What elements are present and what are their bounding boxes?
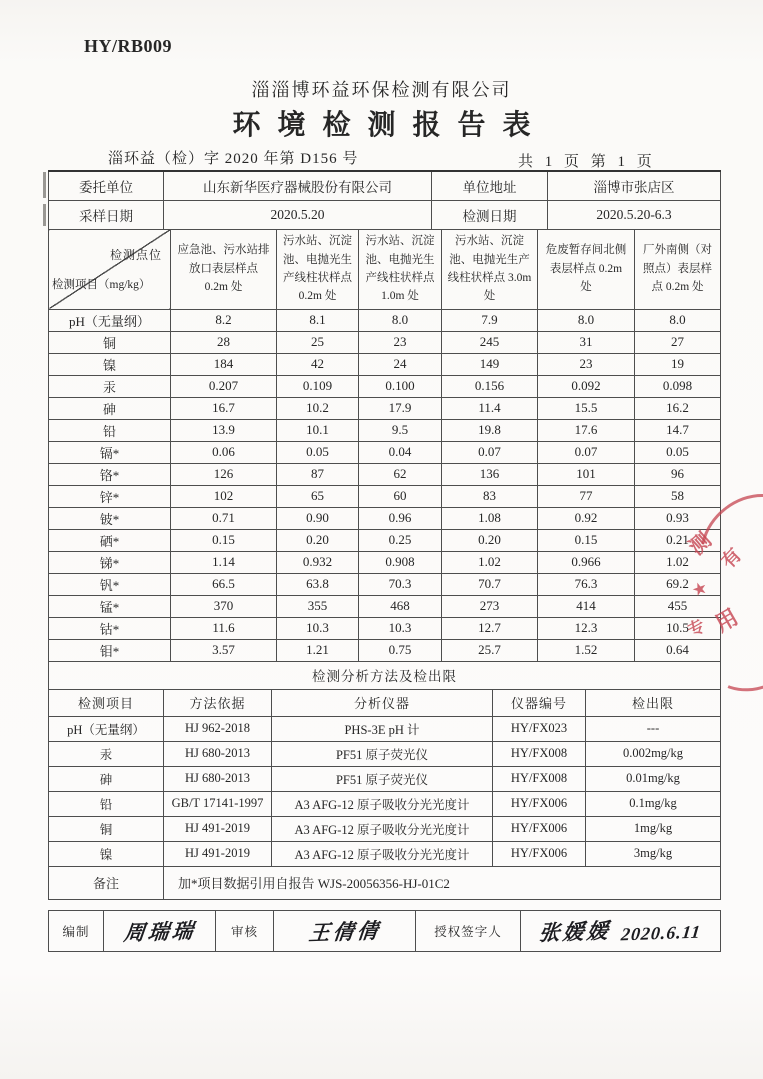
result-cell: 1.02 <box>635 551 721 573</box>
item-label: 镍 <box>49 841 164 866</box>
instrument: PHS-3E pH 计 <box>272 716 493 741</box>
table-row <box>49 353 721 375</box>
address-value: 淄博市张店区 <box>548 171 721 200</box>
authorized-signature <box>521 910 721 951</box>
address-label: 单位地址 <box>432 171 548 200</box>
item-label: 镍 <box>49 353 171 375</box>
table-row <box>49 375 721 397</box>
table-row <box>49 507 721 529</box>
result-cell: 0.21 <box>635 529 721 551</box>
detection-limit: --- <box>586 716 721 741</box>
result-cell: 0.05 <box>277 441 359 463</box>
table-row <box>49 741 721 766</box>
column-header: 污水站、沉淀池、电抛光生产线柱状样点 0.2m 处 <box>277 229 359 309</box>
result-cell: 83 <box>442 485 538 507</box>
seal-character: 专 <box>684 615 709 641</box>
corner-label-items: 检测项目（mg/kg） <box>52 279 151 292</box>
result-cell: 245 <box>442 331 538 353</box>
result-cell: 0.90 <box>277 507 359 529</box>
result-cell: 414 <box>538 595 635 617</box>
item-label: 砷 <box>49 766 164 791</box>
signoff-table <box>48 910 721 952</box>
result-cell: 65 <box>277 485 359 507</box>
report-tables <box>48 170 720 952</box>
result-cell: 0.20 <box>277 529 359 551</box>
result-cell: 0.908 <box>359 551 442 573</box>
scan-artifact <box>43 204 46 226</box>
test-date-value: 2020.5.20-6.3 <box>548 200 721 229</box>
result-cell: 0.207 <box>171 375 277 397</box>
table-row <box>49 841 721 866</box>
reviewed-label: 审核 <box>216 910 274 951</box>
result-cell: 8.1 <box>277 309 359 331</box>
instrument: PF51 原子荧光仪 <box>272 741 493 766</box>
result-cell: 87 <box>277 463 359 485</box>
table-row <box>49 910 721 951</box>
result-cell: 273 <box>442 595 538 617</box>
result-cell: 0.96 <box>359 507 442 529</box>
company-name: 淄淄博环益环保检测有限公司 <box>251 80 512 100</box>
prepared-signature <box>104 910 216 951</box>
column-header: 分析仪器 <box>272 689 493 716</box>
result-cell: 10.3 <box>359 617 442 639</box>
result-cell: 0.109 <box>277 375 359 397</box>
info-table <box>48 170 721 230</box>
result-cell: 70.7 <box>442 573 538 595</box>
result-cell: 24 <box>359 353 442 375</box>
instrument-no: HY/FX008 <box>493 766 586 791</box>
result-cell: 0.100 <box>359 375 442 397</box>
result-cell: 76.3 <box>538 573 635 595</box>
result-cell: 0.75 <box>359 639 442 661</box>
result-cell: 455 <box>635 595 721 617</box>
client-value: 山东新华医疗器械股份有限公司 <box>164 171 432 200</box>
result-cell: 0.64 <box>635 639 721 661</box>
item-label: 汞 <box>49 741 164 766</box>
result-cell: 9.5 <box>359 419 442 441</box>
result-cell: 19.8 <box>442 419 538 441</box>
table-row <box>49 463 721 485</box>
result-cell: 70.3 <box>359 573 442 595</box>
method-basis: GB/T 17141-1997 <box>164 791 272 816</box>
table-row <box>49 716 721 741</box>
result-cell: 12.3 <box>538 617 635 639</box>
table-header-row <box>49 229 721 309</box>
result-cell: 126 <box>171 463 277 485</box>
item-label: pH（无量纲） <box>49 309 171 331</box>
result-cell: 0.092 <box>538 375 635 397</box>
result-cell: 1.14 <box>171 551 277 573</box>
item-label: 铅 <box>49 419 171 441</box>
item-label: 汞 <box>49 375 171 397</box>
result-cell: 11.6 <box>171 617 277 639</box>
note-text: 加*项目数据引用自报告 WJS-20056356-HJ-01C2 <box>164 866 721 899</box>
table-row <box>49 573 721 595</box>
result-cell: 0.156 <box>442 375 538 397</box>
seal-character: 有 <box>717 544 747 574</box>
seal-character: 用 <box>710 604 743 637</box>
result-cell: 0.71 <box>171 507 277 529</box>
result-cell: 0.20 <box>442 529 538 551</box>
table-row <box>49 331 721 353</box>
table-row <box>49 419 721 441</box>
result-cell: 16.7 <box>171 397 277 419</box>
column-header: 检测项目 <box>49 689 164 716</box>
result-cell: 28 <box>171 331 277 353</box>
form-code: HY/RB009 <box>84 36 173 56</box>
method-basis: HJ 962-2018 <box>164 716 272 741</box>
prepared-label: 编制 <box>49 910 104 951</box>
column-header: 应急池、污水站排放口表层样点 0.2m 处 <box>171 229 277 309</box>
column-header: 危废暂存间北侧表层样点 0.2m 处 <box>538 229 635 309</box>
instrument-no: HY/FX008 <box>493 741 586 766</box>
table-row <box>49 485 721 507</box>
result-cell: 0.07 <box>538 441 635 463</box>
result-cell: 66.5 <box>171 573 277 595</box>
result-cell: 8.0 <box>635 309 721 331</box>
table-row <box>49 617 721 639</box>
result-cell: 0.098 <box>635 375 721 397</box>
note-label: 备注 <box>49 866 164 899</box>
item-label: 铜 <box>49 331 171 353</box>
result-cell: 0.92 <box>538 507 635 529</box>
result-cell: 0.05 <box>635 441 721 463</box>
result-cell: 14.7 <box>635 419 721 441</box>
section-title-row <box>49 661 721 689</box>
result-cell: 10.1 <box>277 419 359 441</box>
result-cell: 8.2 <box>171 309 277 331</box>
instrument: A3 AFG-12 原子吸收分光光度计 <box>272 791 493 816</box>
result-cell: 96 <box>635 463 721 485</box>
item-label: 钼* <box>49 639 171 661</box>
column-header: 仪器编号 <box>493 689 586 716</box>
result-cell: 0.06 <box>171 441 277 463</box>
result-cell: 17.9 <box>359 397 442 419</box>
result-cell: 102 <box>171 485 277 507</box>
item-label: 钒* <box>49 573 171 595</box>
signature-handwriting: 王倩倩 <box>307 918 382 945</box>
instrument-no: HY/FX006 <box>493 816 586 841</box>
result-cell: 13.9 <box>171 419 277 441</box>
result-cell: 15.5 <box>538 397 635 419</box>
table-row <box>49 171 721 200</box>
page-count: 共 1 页 第 1 页 <box>518 154 656 170</box>
signature-handwriting: 周瑞瑞 <box>122 918 197 945</box>
item-label: 锰* <box>49 595 171 617</box>
item-label: 钴* <box>49 617 171 639</box>
result-cell: 27 <box>635 331 721 353</box>
table-row <box>49 766 721 791</box>
results-table <box>48 229 721 662</box>
instrument-no: HY/FX006 <box>493 841 586 866</box>
result-cell: 184 <box>171 353 277 375</box>
detection-limit: 3mg/kg <box>586 841 721 866</box>
result-cell: 1.02 <box>442 551 538 573</box>
instrument-no: HY/FX006 <box>493 791 586 816</box>
table-row <box>49 397 721 419</box>
method-basis: HJ 680-2013 <box>164 741 272 766</box>
result-cell: 1.21 <box>277 639 359 661</box>
table-row <box>49 529 721 551</box>
reviewed-signature <box>274 910 416 951</box>
result-cell: 63.8 <box>277 573 359 595</box>
result-cell: 370 <box>171 595 277 617</box>
method-basis: HJ 680-2013 <box>164 766 272 791</box>
column-header: 污水站、沉淀池、电抛光生产线柱状样点 3.0m 处 <box>442 229 538 309</box>
item-label: 锑* <box>49 551 171 573</box>
result-cell: 10.3 <box>277 617 359 639</box>
client-label: 委托单位 <box>49 171 164 200</box>
instrument: A3 AFG-12 原子吸收分光光度计 <box>272 841 493 866</box>
authorized-label: 授权签字人 <box>416 910 521 951</box>
result-cell: 25 <box>277 331 359 353</box>
seal-character: 测 <box>684 527 717 560</box>
result-cell: 136 <box>442 463 538 485</box>
result-cell: 69.2 <box>635 573 721 595</box>
result-cell: 62 <box>359 463 442 485</box>
table-row <box>49 639 721 661</box>
table-header-row <box>49 689 721 716</box>
methods-table <box>48 661 721 900</box>
table-row <box>49 595 721 617</box>
signature-handwriting: 张媛媛 <box>538 918 613 945</box>
column-header: 方法依据 <box>164 689 272 716</box>
result-cell: 11.4 <box>442 397 538 419</box>
method-basis: HJ 491-2019 <box>164 816 272 841</box>
report-title: 环境检测报告表 <box>232 110 548 141</box>
result-cell: 0.93 <box>635 507 721 529</box>
item-label: 铜 <box>49 816 164 841</box>
result-cell: 8.0 <box>538 309 635 331</box>
result-cell: 60 <box>359 485 442 507</box>
result-cell: 31 <box>538 331 635 353</box>
instrument: A3 AFG-12 原子吸收分光光度计 <box>272 816 493 841</box>
column-header: 厂外南侧（对照点）表层样点 0.2m 处 <box>635 229 721 309</box>
result-cell: 0.932 <box>277 551 359 573</box>
sampling-date-label: 采样日期 <box>49 200 164 229</box>
item-label: 锌* <box>49 485 171 507</box>
result-cell: 355 <box>277 595 359 617</box>
result-cell: 468 <box>359 595 442 617</box>
table-row <box>49 816 721 841</box>
item-label: 镉* <box>49 441 171 463</box>
item-label: 铍* <box>49 507 171 529</box>
column-header: 检出限 <box>586 689 721 716</box>
result-cell: 10.2 <box>277 397 359 419</box>
detection-limit: 1mg/kg <box>586 816 721 841</box>
detection-limit: 0.002mg/kg <box>586 741 721 766</box>
method-basis: HJ 491-2019 <box>164 841 272 866</box>
result-cell: 3.57 <box>171 639 277 661</box>
result-cell: 10.5 <box>635 617 721 639</box>
result-cell: 19 <box>635 353 721 375</box>
instrument-no: HY/FX023 <box>493 716 586 741</box>
table-row <box>49 551 721 573</box>
result-cell: 25.7 <box>442 639 538 661</box>
result-cell: 77 <box>538 485 635 507</box>
result-cell: 0.966 <box>538 551 635 573</box>
signature-date-handwriting: 2020.6.11 <box>620 921 703 944</box>
result-cell: 0.15 <box>171 529 277 551</box>
result-cell: 23 <box>538 353 635 375</box>
table-row <box>49 309 721 331</box>
note-row <box>49 866 721 899</box>
item-label: 砷 <box>49 397 171 419</box>
scan-artifact <box>43 172 46 198</box>
detection-limit: 0.1mg/kg <box>586 791 721 816</box>
result-cell: 149 <box>442 353 538 375</box>
result-cell: 1.52 <box>538 639 635 661</box>
column-header: 污水站、沉淀池、电抛光生产线柱状样点 1.0m 处 <box>359 229 442 309</box>
result-cell: 23 <box>359 331 442 353</box>
result-cell: 101 <box>538 463 635 485</box>
test-date-label: 检测日期 <box>432 200 548 229</box>
seal-star-icon: ★ <box>690 580 709 600</box>
methods-section-title: 检测分析方法及检出限 <box>49 661 721 689</box>
table-row <box>49 441 721 463</box>
result-cell: 42 <box>277 353 359 375</box>
document-number: 淄环益（检）字 2020 年第 D156 号 <box>108 151 359 167</box>
corner-label-points: 检测点位 <box>109 247 162 262</box>
result-cell: 8.0 <box>359 309 442 331</box>
result-cell: 17.6 <box>538 419 635 441</box>
sampling-date-value: 2020.5.20 <box>164 200 432 229</box>
result-cell: 7.9 <box>442 309 538 331</box>
result-cell: 1.08 <box>442 507 538 529</box>
item-label: 硒* <box>49 529 171 551</box>
item-label: 铬* <box>49 463 171 485</box>
diagonal-header-cell <box>49 229 171 309</box>
result-cell: 0.15 <box>538 529 635 551</box>
item-label: 铅 <box>49 791 164 816</box>
table-row <box>49 200 721 229</box>
result-cell: 16.2 <box>635 397 721 419</box>
instrument: PF51 原子荧光仪 <box>272 766 493 791</box>
result-cell: 0.07 <box>442 441 538 463</box>
result-cell: 58 <box>635 485 721 507</box>
result-cell: 0.25 <box>359 529 442 551</box>
detection-limit: 0.01mg/kg <box>586 766 721 791</box>
result-cell: 0.04 <box>359 441 442 463</box>
table-row <box>49 791 721 816</box>
item-label: pH（无量纲） <box>49 716 164 741</box>
result-cell: 12.7 <box>442 617 538 639</box>
